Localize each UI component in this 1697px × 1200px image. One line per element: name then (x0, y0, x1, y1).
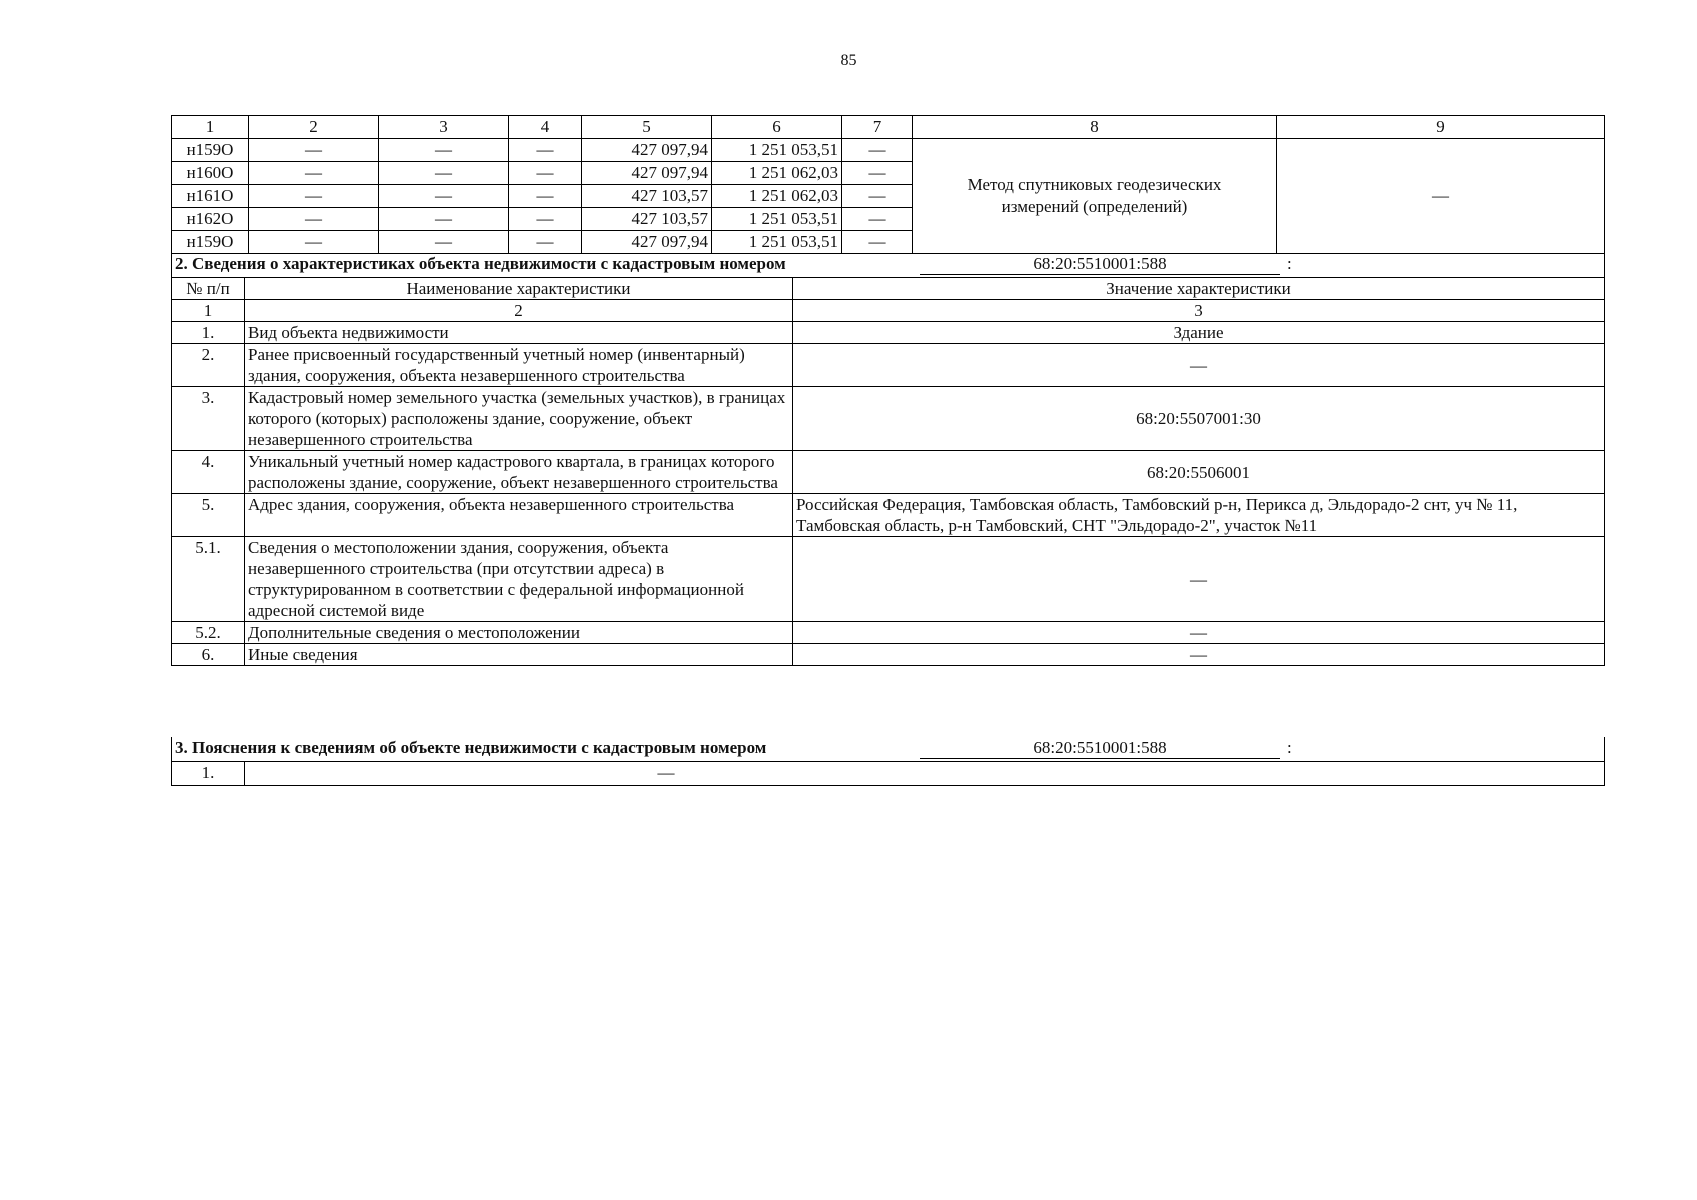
row-num: 6. (172, 644, 245, 666)
table-cell: — (509, 139, 582, 162)
section3-title-row (172, 737, 1605, 762)
column-number: 1 (172, 300, 245, 322)
table-row (172, 622, 1605, 644)
section3-cadastral-number: 68:20:5510001:588 (920, 737, 1280, 759)
section3-title: 3. Пояснения к сведениям об объекте недвижимости с кадастровым номером (175, 738, 767, 757)
coord-x: 427 103,57 (582, 185, 712, 208)
coord-x: 427 103,57 (582, 208, 712, 231)
coords-header-cell: 5 (582, 116, 712, 139)
header-value: Значение характеристики (793, 278, 1605, 300)
coords-header-cell: 1 (172, 116, 249, 139)
coord-y: 1 251 053,51 (712, 231, 842, 254)
coords-header-cell: 2 (249, 116, 379, 139)
section2-title: 2. Сведения о характеристиках объекта недвижимости с кадастровым номером (175, 254, 786, 273)
table-cell: — (509, 231, 582, 254)
table-row (172, 387, 1605, 451)
table-row (172, 322, 1605, 344)
point-name: н162О (172, 208, 249, 231)
point-name: н160О (172, 162, 249, 185)
row-value: 68:20:5506001 (793, 451, 1605, 494)
coords-header-cell: 4 (509, 116, 582, 139)
row-value: — (793, 537, 1605, 622)
section2-title-cell (172, 253, 1605, 278)
row-num: 1. (172, 322, 245, 344)
section3-title-cell (172, 737, 1605, 762)
table-row (172, 139, 1605, 162)
row-name: Кадастровый номер земельного участка (земельных участков), в границах которого (которых) расположены здание, сооружение, объект незавершенного строительства (245, 387, 793, 451)
row-name: Ранее присвоенный государственный учетный номер (инвентарный) здания, сооружения, объекта незавершенного строительства (245, 344, 793, 387)
row-num: 5. (172, 494, 245, 537)
coord-y: 1 251 053,51 (712, 139, 842, 162)
table-cell: — (842, 162, 913, 185)
table-row (172, 494, 1605, 537)
row-num: 5.2. (172, 622, 245, 644)
coord-x: 427 097,94 (582, 139, 712, 162)
coords-header-cell: 8 (913, 116, 1277, 139)
table-cell: — (249, 208, 379, 231)
row-value: — (793, 622, 1605, 644)
row-value: — (245, 762, 1605, 786)
table-row (172, 644, 1605, 666)
table-cell: — (249, 162, 379, 185)
table-cell: — (842, 139, 913, 162)
row-name: Дополнительные сведения о местоположении (245, 622, 793, 644)
coord-x: 427 097,94 (582, 162, 712, 185)
row-name: Иные сведения (245, 644, 793, 666)
row-value: — (793, 344, 1605, 387)
section2-title-row (172, 253, 1605, 278)
section2-colon: : (1287, 254, 1292, 273)
row-name: Вид объекта недвижимости (245, 322, 793, 344)
column-number: 3 (793, 300, 1605, 322)
coord-y: 1 251 062,03 (712, 185, 842, 208)
row-value: 68:20:5507001:30 (793, 387, 1605, 451)
section2-numbers-row (172, 300, 1605, 322)
row-num: 2. (172, 344, 245, 387)
table-cell: — (509, 162, 582, 185)
section2-cadastral-number: 68:20:5510001:588 (920, 253, 1280, 275)
header-num: № п/п (172, 278, 245, 300)
page-number: 85 (840, 52, 857, 69)
row-name: Адрес здания, сооружения, объекта незавершенного строительства (245, 494, 793, 537)
table-cell: — (379, 231, 509, 254)
table-row (172, 762, 1605, 786)
coords-header-cell: 3 (379, 116, 509, 139)
coord-y: 1 251 053,51 (712, 208, 842, 231)
table-cell: — (842, 185, 913, 208)
method-cell: Метод спутниковых геодезических измерений (определений) (913, 139, 1277, 254)
table-cell: — (509, 208, 582, 231)
table-cell: — (249, 139, 379, 162)
table-cell: — (842, 208, 913, 231)
row-value: Российская Федерация, Тамбовская область, Тамбовский р-н, Перикса д, Эльдорадо-2 снт, уч № 11, Тамбовская область, р-н Тамбовский, СНТ "Эльдорадо-2", участок №11 (793, 494, 1605, 537)
col9-cell: — (1277, 139, 1605, 254)
table-cell: — (379, 139, 509, 162)
row-num: 3. (172, 387, 245, 451)
table-cell: — (249, 231, 379, 254)
row-value: Здание (793, 322, 1605, 344)
explanations-table (171, 737, 1605, 786)
row-num: 1. (172, 762, 245, 786)
row-name: Уникальный учетный номер кадастрового квартала, в границах которого расположены здание, сооружение, объект незавершенного строительства (245, 451, 793, 494)
row-value: — (793, 644, 1605, 666)
point-name: н159О (172, 231, 249, 254)
coords-header-cell: 6 (712, 116, 842, 139)
coord-y: 1 251 062,03 (712, 162, 842, 185)
coords-header-cell: 7 (842, 116, 913, 139)
coordinates-table (171, 115, 1605, 254)
table-row (172, 537, 1605, 622)
table-cell: — (379, 162, 509, 185)
row-num: 4. (172, 451, 245, 494)
table-row (172, 344, 1605, 387)
table-cell: — (379, 208, 509, 231)
table-cell: — (249, 185, 379, 208)
point-name: н159О (172, 139, 249, 162)
row-num: 5.1. (172, 537, 245, 622)
coords-header-row (172, 116, 1605, 139)
section3-colon: : (1287, 738, 1292, 757)
table-cell: — (379, 185, 509, 208)
row-name: Сведения о местоположении здания, сооружения, объекта незавершенного строительства (при отсутствии адреса) в структурированном в соответствии с федеральной информационной адресной системой виде (245, 537, 793, 622)
characteristics-table (171, 253, 1605, 666)
point-name: н161О (172, 185, 249, 208)
coords-header-cell: 9 (1277, 116, 1605, 139)
section2-header-row (172, 278, 1605, 300)
column-number: 2 (245, 300, 793, 322)
coord-x: 427 097,94 (582, 231, 712, 254)
header-name: Наименование характеристики (245, 278, 793, 300)
table-cell: — (509, 185, 582, 208)
table-cell: — (842, 231, 913, 254)
table-row (172, 451, 1605, 494)
